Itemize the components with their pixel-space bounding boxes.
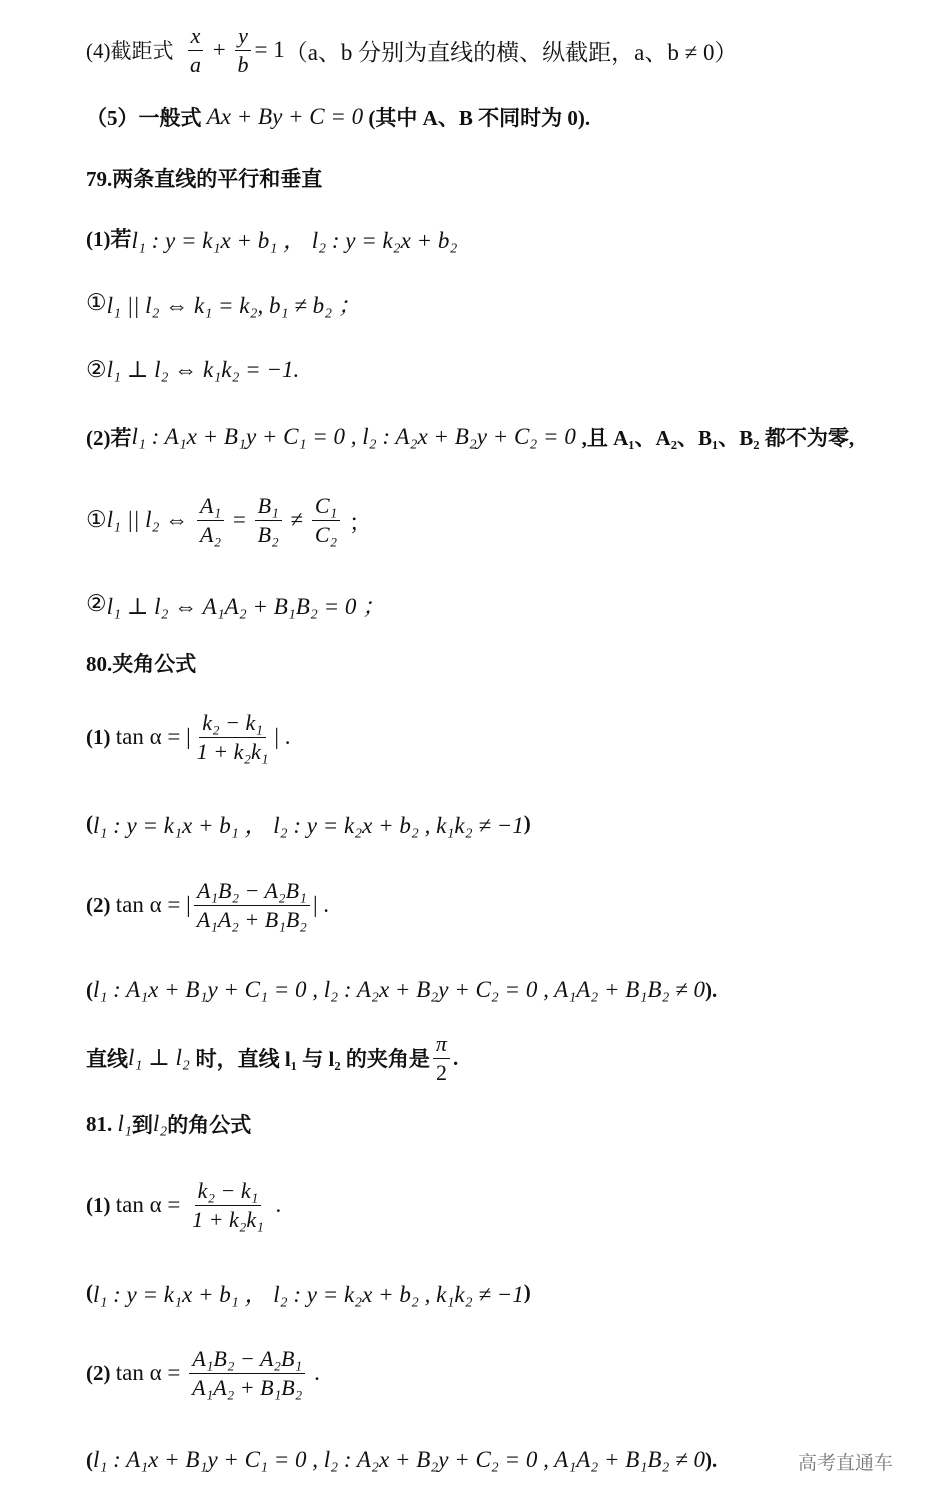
- label: (1): [86, 1192, 116, 1217]
- numerator: k₂ − k₁: [195, 1177, 262, 1206]
- item-80-2: [86, 875, 329, 935]
- item-80-3: [86, 1028, 458, 1088]
- paren: ).: [704, 1447, 718, 1472]
- label: (2): [86, 892, 116, 917]
- fraction: [189, 1345, 305, 1401]
- denominator: 1 + k₂k₁: [192, 1206, 264, 1232]
- formula: l₁ : y = k₁x + b₁ ， l₂ : y = k₂x + b₂ , k₁k₂ ≠ −1: [93, 1281, 524, 1307]
- formula: l₁ ⊥ l₂: [128, 1045, 196, 1070]
- formula: Ax + By + C = 0: [206, 104, 364, 129]
- item-79-1a: [86, 273, 361, 333]
- equals: =: [227, 507, 252, 532]
- formula: l₁: [117, 1111, 132, 1136]
- label: (4)截距式: [86, 39, 184, 63]
- formula: l₁ : y = k₁x + b₁ ， l₂ : y = k₂x + b₂: [131, 227, 458, 253]
- formula-end: | .: [312, 892, 330, 917]
- item-81-2: [86, 1343, 320, 1403]
- intercept-form: [86, 20, 738, 80]
- fraction: [234, 22, 251, 78]
- numerator: A₁B₂ − A₂B₁: [189, 1345, 305, 1374]
- paren: (: [86, 1279, 93, 1304]
- fraction: [189, 1177, 267, 1233]
- heading-80: 80.夹角公式: [86, 652, 197, 676]
- formula: l₁ || l₂ ⇔ k₁ = k₂, b₁ ≠ b₂ ；: [106, 292, 361, 318]
- formula-end: .: [269, 1192, 282, 1217]
- label: (1)若: [86, 227, 132, 251]
- denominator: A₂: [200, 521, 222, 547]
- text: 时，直线 l₁ 与 l₂ 的夹角是: [195, 1047, 430, 1071]
- denominator: A₁A₂ + B₁B₂: [192, 1374, 303, 1400]
- fraction: [255, 492, 282, 548]
- not-equal: ≠: [284, 507, 309, 532]
- fraction: [194, 709, 272, 765]
- fraction: [197, 492, 224, 548]
- formula: l₁ : A₁x + B₁y + C₁ = 0 , l₂ : A₂x + B₂y + C₂ = 0 , A₁A₂ + B₁B₂ ≠ 0: [93, 1447, 705, 1472]
- numerator: k₂ − k₁: [199, 709, 266, 738]
- note: (其中 A、B 不同时为 0).: [363, 106, 591, 130]
- formula-lhs: tan α =: [115, 1360, 187, 1385]
- label: ①: [86, 290, 107, 315]
- numerator: A₁B₂ − A₂B₁: [194, 877, 310, 906]
- label: ①: [86, 507, 107, 532]
- general-form: [86, 87, 590, 147]
- paren: (: [86, 977, 93, 1002]
- formula: l₁ : y = k₁x + b₁ ， l₂ : y = k₂x + b₂ , k₁k₂ ≠ −1: [93, 812, 524, 838]
- end: .: [452, 1045, 459, 1070]
- fraction: [312, 492, 340, 548]
- end: ；: [343, 509, 372, 535]
- label: ②: [86, 357, 107, 382]
- text: 的角公式: [167, 1113, 252, 1137]
- text: 直线: [86, 1047, 128, 1071]
- heading-79: 79.两条直线的平行和垂直: [86, 167, 323, 191]
- formula-end: .: [308, 1360, 320, 1385]
- item-79-2: [86, 407, 854, 467]
- item-79-1b: [86, 340, 299, 400]
- equals: = 1: [254, 37, 285, 62]
- formula-lhs: tan α = |: [115, 724, 191, 749]
- denominator: B₂: [257, 521, 279, 547]
- formula: l₁ ⊥ l₂ ⇔ k₁k₂ = −1.: [106, 357, 300, 382]
- paren: ): [523, 810, 531, 835]
- denominator: C₂: [314, 521, 338, 547]
- denominator: 1 + k₂k₁: [196, 738, 269, 764]
- heading-81: [86, 1094, 251, 1154]
- watermark: 高考直通车: [798, 1452, 894, 1474]
- formula: l₁ : A₁x + B₁y + C₁ = 0 , l₂ : A₂x + B₂y + C₂ = 0: [131, 424, 582, 449]
- note: ,且 A₁、A₂、B₁、B₂ 都不为零,: [581, 426, 855, 450]
- text: 到: [131, 1113, 153, 1137]
- item-80-1-condition: [86, 793, 531, 853]
- numerator: y: [235, 22, 251, 51]
- operator: +: [207, 37, 232, 62]
- label: 81.: [86, 1111, 118, 1136]
- item-79-2a: [86, 490, 372, 550]
- label: (1): [86, 724, 116, 749]
- item-80-1: [86, 707, 291, 767]
- item-79-1: [86, 208, 457, 268]
- item-81-1-condition: [86, 1262, 531, 1322]
- formula-lhs: tan α =: [115, 1192, 187, 1217]
- numerator: A₁: [197, 492, 224, 521]
- formula: l₂: [152, 1111, 168, 1136]
- formula: l₁ : A₁x + B₁y + C₁ = 0 , l₂ : A₂x + B₂y + C₂ = 0 , A₁A₂ + B₁B₂ ≠ 0: [93, 977, 705, 1002]
- note: （a、b 分别为直线的横、纵截距，a、b ≠ 0）: [284, 39, 738, 65]
- numerator: π: [433, 1030, 450, 1059]
- label: (2)若: [86, 426, 132, 450]
- paren: ).: [704, 977, 718, 1002]
- label: ②: [86, 591, 107, 616]
- denominator: a: [190, 51, 201, 77]
- item-80-2-condition: [86, 960, 717, 1020]
- item-81-1: [86, 1175, 281, 1235]
- numerator: C₁: [312, 492, 340, 521]
- numerator: B₁: [255, 492, 282, 521]
- label: (2): [86, 1360, 116, 1385]
- label: （5）一般式: [86, 106, 207, 130]
- formula-lhs: tan α = |: [115, 892, 191, 917]
- item-79-2b: [86, 574, 385, 634]
- fraction: [433, 1030, 450, 1086]
- fraction: [187, 22, 204, 78]
- formula-end: | .: [274, 724, 291, 749]
- fraction: [194, 877, 310, 933]
- numerator: x: [188, 22, 204, 51]
- paren: (: [86, 810, 93, 835]
- item-81-2-condition: [86, 1430, 717, 1490]
- denominator: A₁A₂ + B₁B₂: [196, 906, 307, 932]
- denominator: 2: [435, 1059, 447, 1085]
- denominator: b: [237, 51, 249, 77]
- formula: l₁ || l₂ ⇔: [106, 507, 195, 532]
- formula: l₁ ⊥ l₂ ⇔ A₁A₂ + B₁B₂ = 0 ；: [106, 593, 386, 619]
- paren: (: [86, 1447, 93, 1472]
- paren: ): [523, 1279, 531, 1304]
